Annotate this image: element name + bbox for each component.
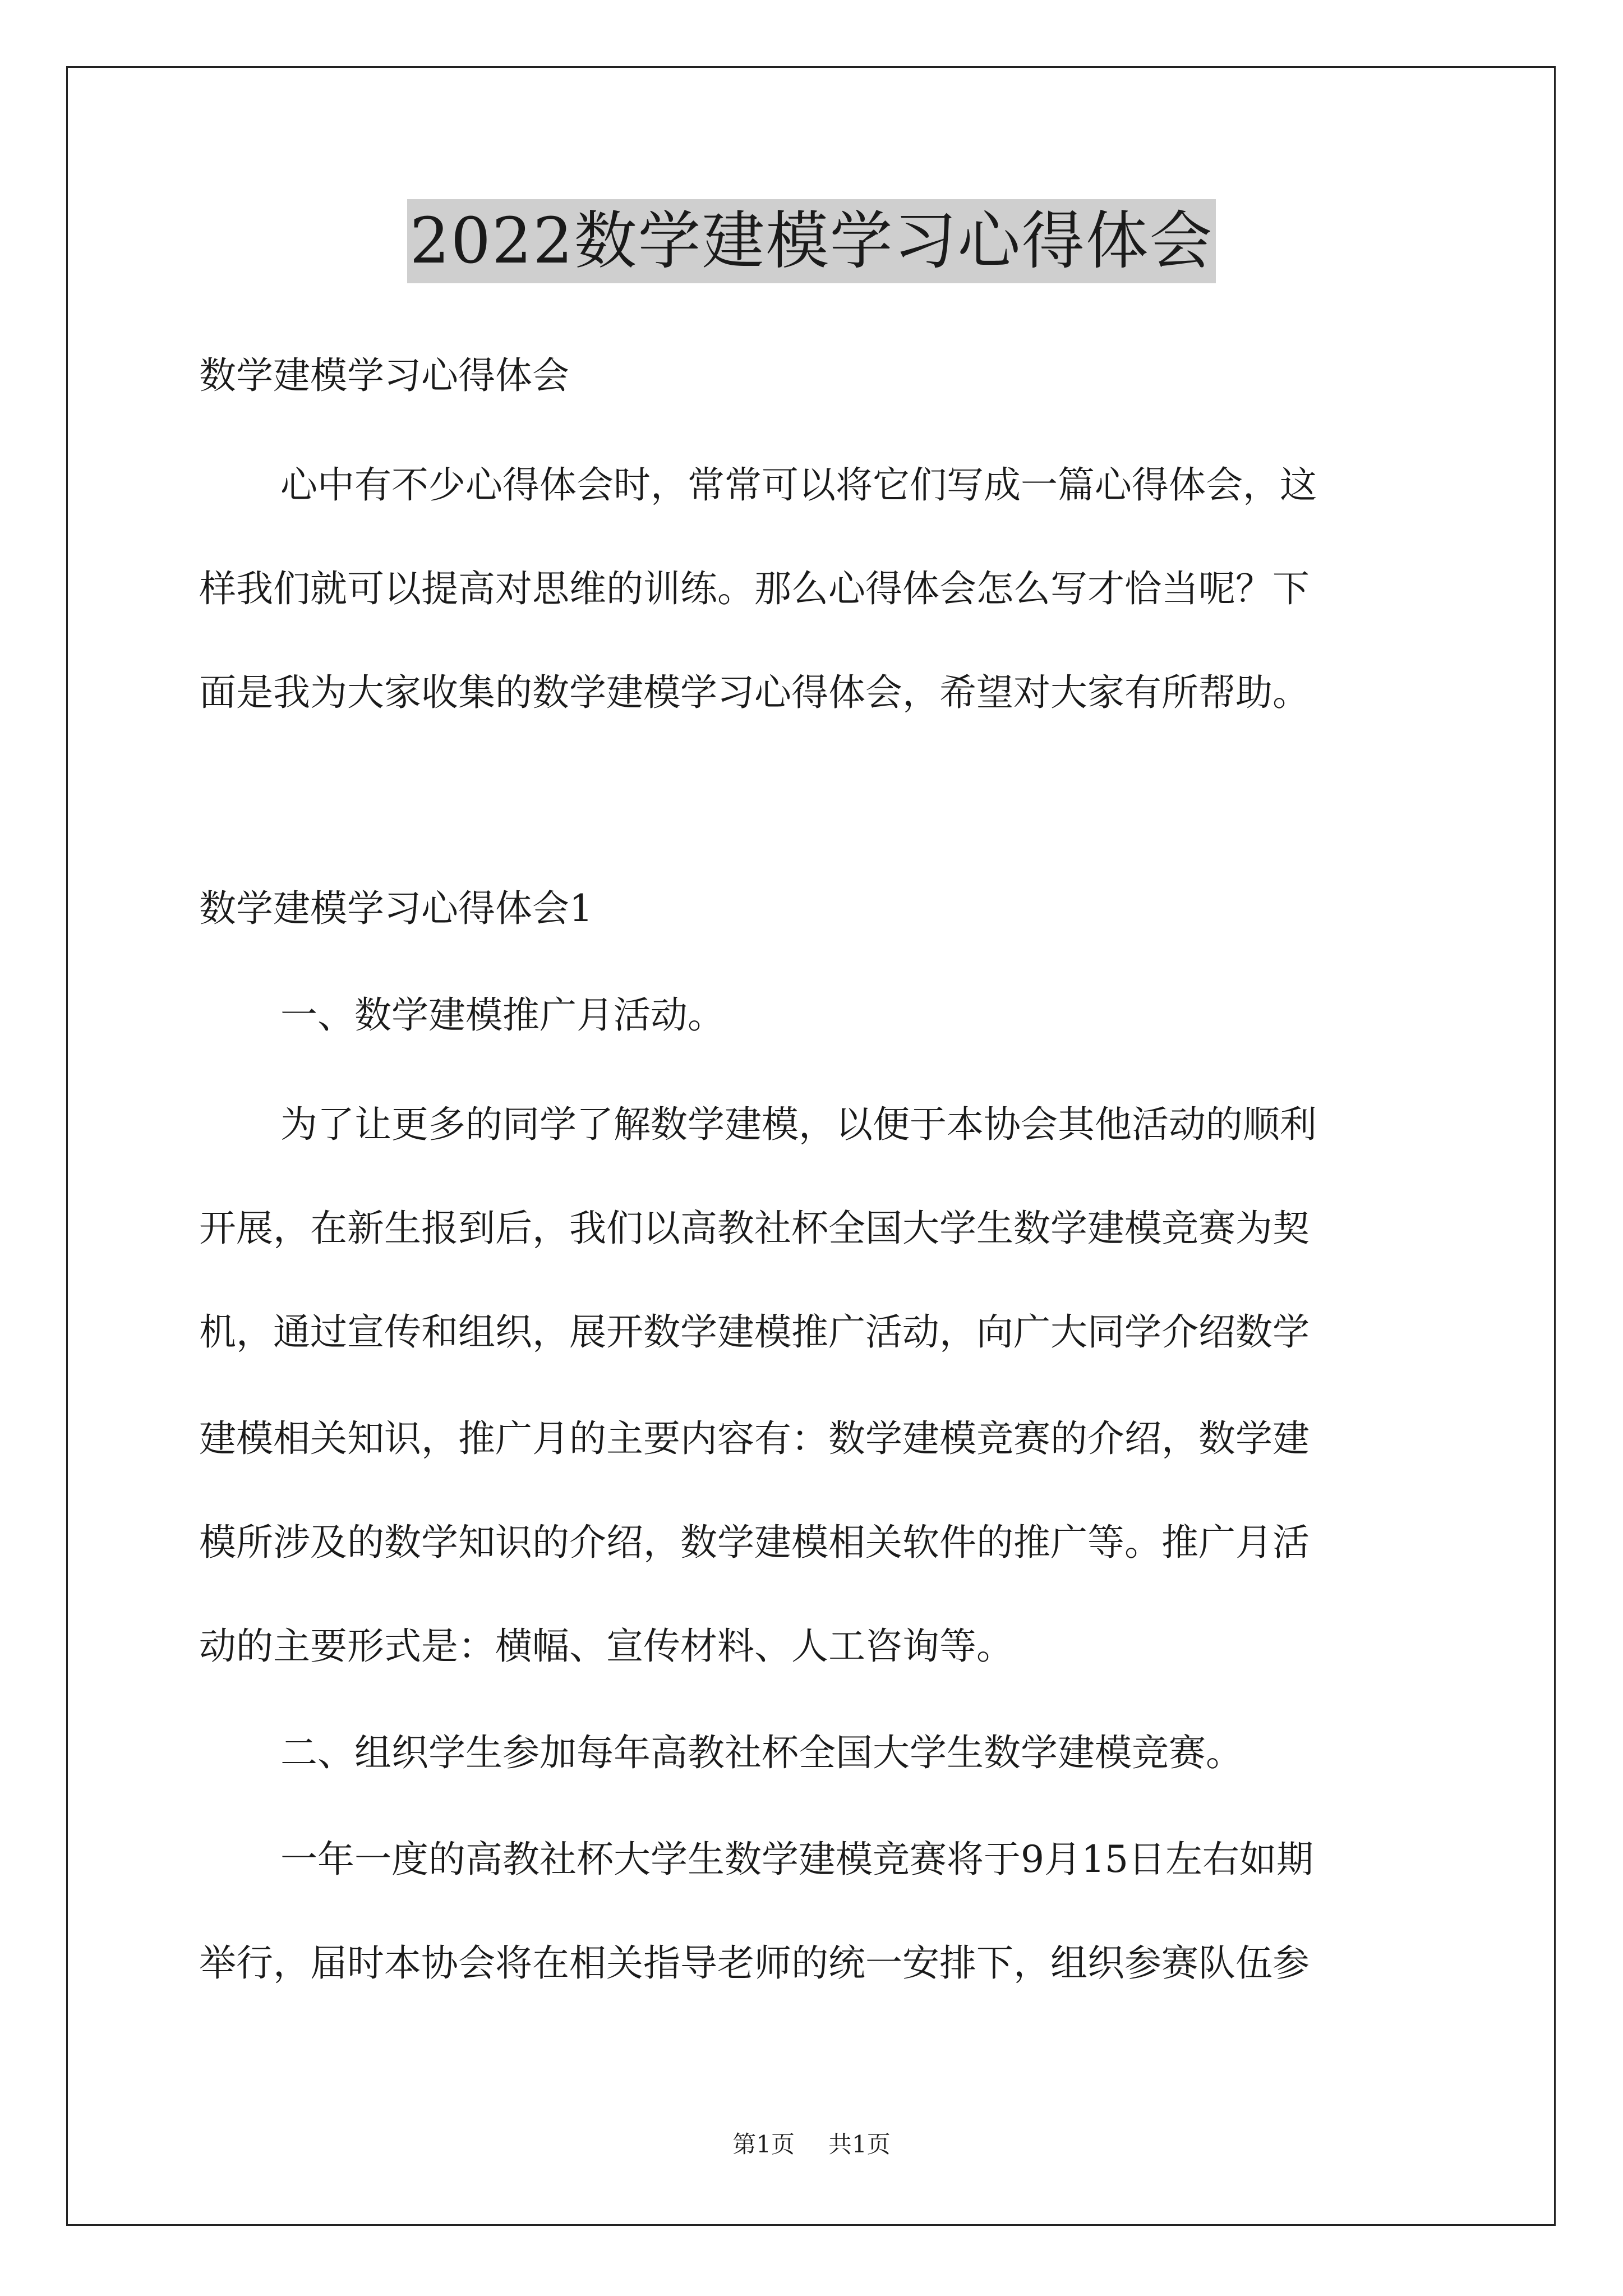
page-number: 第1页: [732, 2131, 795, 2158]
page-footer: [0, 2129, 1623, 2160]
page-total: 共1页: [828, 2131, 891, 2158]
paragraph-line: 模所涉及的数学知识的介绍，数学建模相关软件的推广等。推广月活: [199, 1521, 1310, 1564]
document-title: 2022数学建模学习心得体会: [407, 199, 1215, 283]
paragraph-line: 机，通过宣传和组织，展开数学建模推广活动，向广大同学介绍数学: [199, 1310, 1310, 1354]
paragraph-line: 心中有不少心得体会时，常常可以将它们写成一篇心得体会，这: [280, 463, 1317, 507]
paragraph-line: 建模相关知识，推广月的主要内容有：数学建模竞赛的介绍，数学建: [199, 1417, 1310, 1460]
paragraph-line: 开展，在新生报到后，我们以高教社杯全国大学生数学建模竞赛为契: [199, 1207, 1310, 1250]
section-heading: 数学建模学习心得体会1: [199, 887, 593, 930]
title-area: [0, 199, 1623, 283]
paragraph-line: 样我们就可以提高对思维的训练。那么心得体会怎么写才恰当呢？下: [199, 567, 1310, 610]
paragraph-line: 动的主要形式是：横幅、宣传材料、人工咨询等。: [199, 1625, 1013, 1668]
paragraph-line: 面是我为大家收集的数学建模学习心得体会，希望对大家有所帮助。: [199, 671, 1310, 714]
paragraph-line: 举行，届时本协会将在相关指导老师的统一安排下，组织参赛队伍参: [199, 1941, 1310, 1985]
paragraph-line: 为了让更多的同学了解数学建模，以便于本协会其他活动的顺利: [280, 1103, 1317, 1146]
list-heading: 一、数学建模推广月活动。: [280, 993, 725, 1037]
subtitle-line: 数学建模学习心得体会: [199, 354, 569, 397]
list-heading: 二、组织学生参加每年高教社杯全国大学生数学建模竞赛。: [280, 1731, 1243, 1774]
paragraph-line: 一年一度的高教社杯大学生数学建模竞赛将于9月15日左右如期: [280, 1838, 1313, 1881]
